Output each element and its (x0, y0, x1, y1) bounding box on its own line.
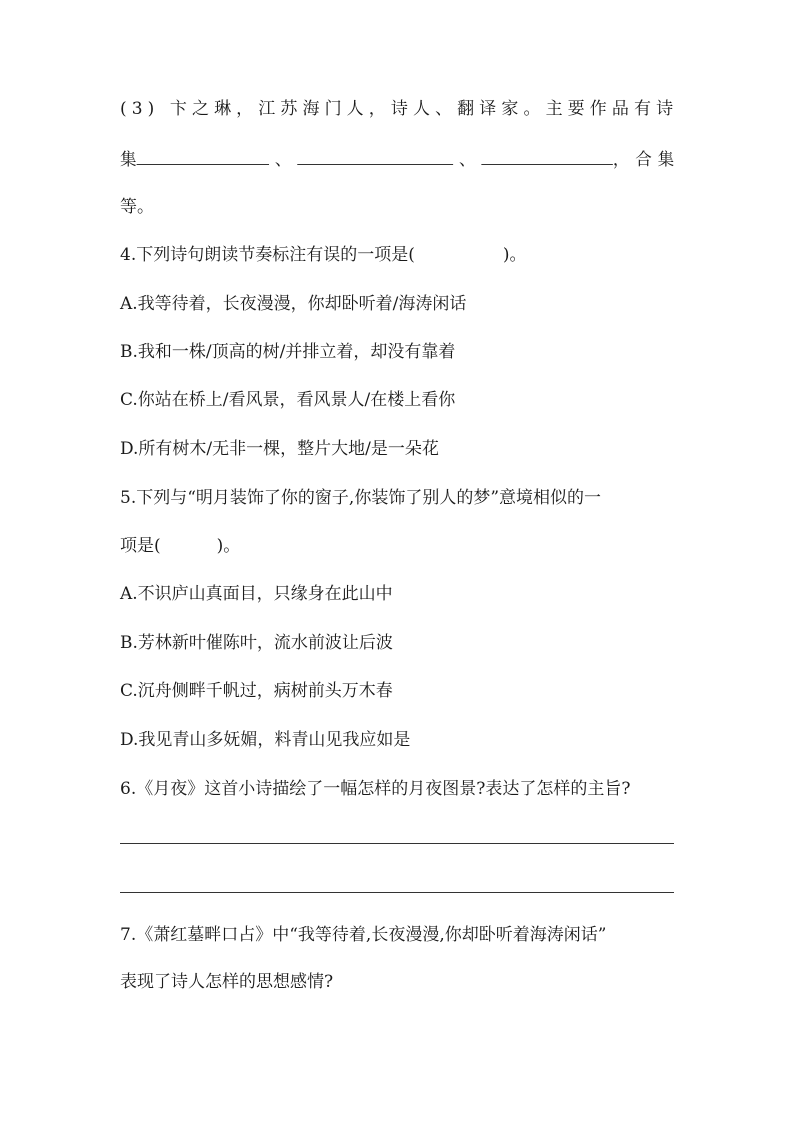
q5-option-b-text: B.芳林新叶催陈叶，流水前波让后波 (120, 633, 393, 653)
q5-option-a (120, 582, 393, 606)
q7-stem-text-line1: 7.《萧红墓畔口占》中“我等待着,长夜漫漫,你却卧听着海涛闲话” (120, 925, 607, 945)
q6-stem (120, 777, 630, 801)
q3-3-line1 (120, 97, 678, 121)
q5-option-c-text: C.沉舟侧畔千帆过，病树前头万木春 (120, 681, 393, 701)
q3-3-line3 (120, 195, 154, 219)
q3-3-line2 (120, 146, 680, 172)
q7-stem-line1 (120, 923, 606, 947)
q3-3-text-line1: (3) 卞之琳，江苏海门人，诗人、翻译家。主要作品有诗 (120, 99, 679, 119)
q5-option-d-text: D.我见青山多妩媚，料青山见我应如是 (120, 730, 411, 750)
q5-stem-before: 项是( (120, 536, 161, 556)
separator-2: 、 (458, 150, 476, 170)
q6-answer-line-1[interactable] (120, 843, 674, 844)
q5-stem-line2 (120, 534, 240, 558)
answer-blank-3[interactable] (481, 146, 612, 165)
separator-1: 、 (274, 150, 292, 170)
q4-option-d (120, 437, 439, 461)
q5-stem-line1 (120, 486, 601, 510)
answer-blank-1[interactable] (137, 146, 269, 165)
q5-option-d (120, 728, 410, 752)
q5-stem-text-line1: 5.下列与“明月装饰了你的窗子,你装饰了别人的梦”意境相似的一 (120, 488, 602, 508)
q3-3-label-heji: ，合集 (612, 150, 681, 170)
q5-option-b (120, 631, 393, 655)
q4-option-b (120, 340, 455, 364)
q4-option-b-text: B.我和一株/顶高的树/并排立着，却没有靠着 (120, 342, 456, 362)
q4-stem (120, 243, 527, 267)
q5-option-a-text: A.不识庐山真面目，只缘身在此山中 (120, 584, 393, 604)
q6-stem-text: 6.《月夜》这首小诗描绘了一幅怎样的月夜图景?表达了怎样的主旨? (120, 779, 631, 799)
q4-stem-after: )。 (502, 245, 527, 265)
answer-blank-2[interactable] (297, 146, 453, 165)
q5-stem-after: )。 (216, 536, 241, 556)
q6-answer-line-2[interactable] (120, 892, 674, 893)
q4-option-a (120, 292, 466, 316)
q5-option-c (120, 679, 393, 703)
q4-option-c (120, 388, 455, 412)
q7-stem-line2 (120, 970, 333, 994)
q7-stem-text-line2: 表现了诗人怎样的思想感情? (120, 972, 334, 992)
q4-option-c-text: C.你站在桥上/看风景，看风景人/在楼上看你 (120, 390, 456, 410)
q4-stem-before: 4.下列诗句朗读节奏标注有误的一项是( (120, 245, 415, 265)
q3-3-text-line3: 等。 (120, 197, 154, 217)
q4-option-a-text: A.我等待着，长夜漫漫，你却卧听着/海涛闲话 (120, 294, 467, 314)
q3-3-label-ji: 集 (120, 150, 137, 170)
q4-option-d-text: D.所有树木/无非一棵，整片大地/是一朵花 (120, 439, 439, 459)
